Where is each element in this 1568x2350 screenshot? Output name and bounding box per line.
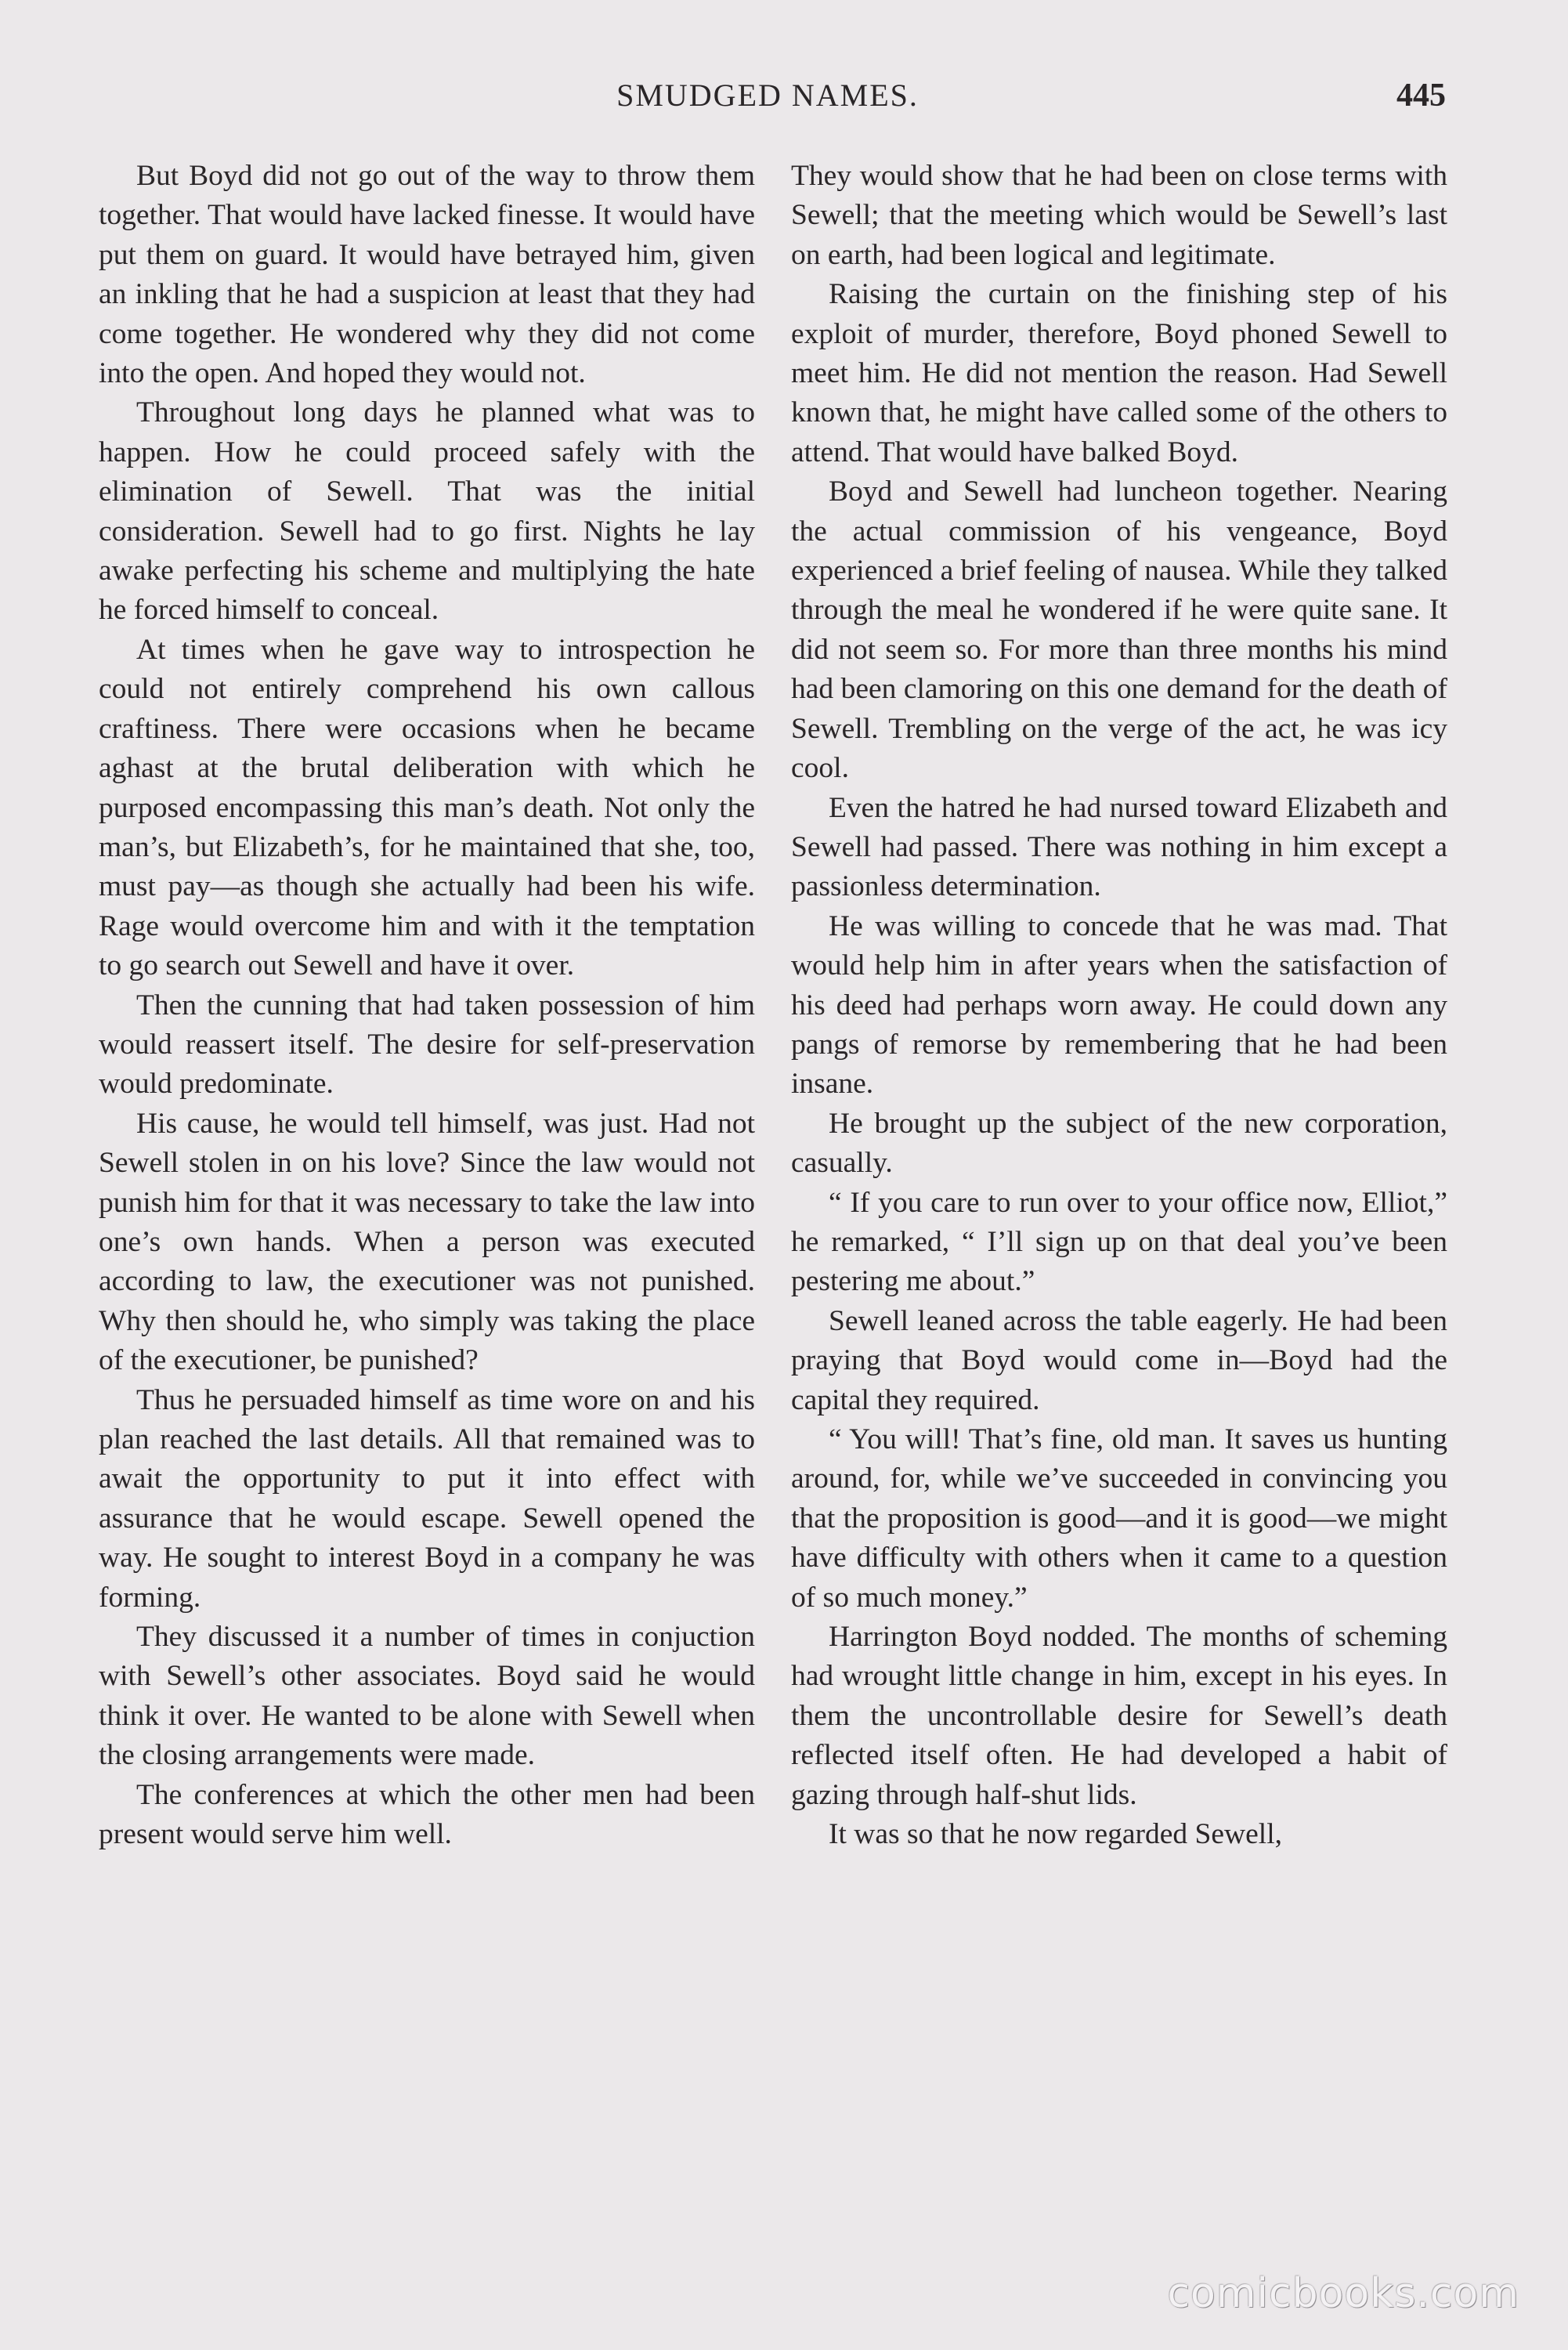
paragraph: His cause, he would tell himself, was just. Had not Sewell stolen in on his love? Since the law would not punish him for that it was necessary to take the law into one’s own hands. When a person was executed according to law, the executioner was not punished. Why then should he, who simply was taking the place of the executioner, be punished?	[99, 1107, 755, 1377]
running-head	[0, 77, 1568, 124]
paragraph: It was so that he now regarded Sewell,	[829, 1818, 1282, 1851]
paragraph: At times when he gave way to introspection he could not entirely comprehend his own callous craftiness. There were occasions when he became aghast at the brutal deliberation with which he purposed encompassing this man’s death. Not only the man’s, but Elizabeth’s, for he maintained that she, too, must pay—as though she actually had been his wife. Rage would overcome him and with it the temptation to go search out Sewell and have it over.	[99, 633, 755, 982]
paragraph: They discussed it a number of times in conjuction with Sewell’s other associates. Boyd said he would think it over. He wanted to be alone with Sewell when the closing arrangements were made.	[99, 1621, 755, 1772]
paragraph: Even the hatred he had nursed toward Elizabeth and Sewell had passed. There was nothing in him except a passionless determination.	[791, 791, 1447, 903]
paragraph: “ You will! That’s fine, old man. It saves us hunting around, for, while we’ve succeeded in convincing you that the proposition is good—and it is good—we might have difficulty with others when it came to a question of so much money.”	[791, 1423, 1447, 1614]
watermark: comicbooks.com	[1167, 2270, 1519, 2317]
paragraph: But Boyd did not go out of the way to throw them together. That would have lacked finesse. It would have put them on guard. It would have betrayed him, given an inkling that he had a suspicion at least that they had come together. He wondered why they did not come into the open. And hoped they would not.	[99, 160, 755, 390]
paragraph: Throughout long days he planned what was to happen. How he could proceed safely with the elimination of Sewell. That was the initial consideration. Sewell had to go first. Nights he lay awake perfecting his scheme and multiplying the hate he forced himself to conceal.	[99, 396, 755, 627]
paragraph: Boyd and Sewell had luncheon together. Nearing the actual commission of his vengeance, Boyd experienced a brief feeling of nausea. While they talked through the meal he wondered if he were quite sane. It did not seem so. For more than three months his mind had been clamoring on this one demand for the death of Sewell. Trembling on the verge of the act, he was icy cool.	[791, 475, 1447, 785]
right-column	[791, 157, 1447, 1854]
running-title: SMUDGED NAMES.	[616, 78, 919, 113]
page-number: 445	[1396, 78, 1446, 114]
paragraph: He brought up the subject of the new corporation, casually.	[791, 1107, 1447, 1180]
paragraph: Harrington Boyd nodded. The months of scheming had wrought little change in him, except in his eyes. In them the uncontrollable desire for Sewell’s death reflected itself often. He had developed a habit of gazing through half-shut lids.	[791, 1621, 1447, 1811]
paragraph: He was willing to concede that he was mad. That would help him in after years when the satisfaction of his deed had perhaps worn away. He could down any pangs of remorse by remembering that he had been insane.	[791, 909, 1447, 1101]
paragraph: Sewell leaned across the table eagerly. He had been praying that Boyd would come in—Boyd had the capital they required.	[791, 1304, 1447, 1416]
paragraph: Thus he persuaded himself as time wore on and his plan reached the last details. All that remained was to await the opportunity to put it into effect with assurance that he would escape. Sewell opened the way. He sought to interest Boyd in a company he was forming.	[99, 1383, 755, 1614]
left-column	[99, 157, 755, 1854]
paragraph: Raising the curtain on the finishing step of his exploit of murder, therefore, Boyd phoned Sewell to meet him. He did not mention the reason. Had Sewell known that, he might have called some of the others to attend. That would have balked Boyd.	[791, 278, 1447, 468]
paragraph: Then the cunning that had taken possession of him would reassert itself. The desire for self-preservation would predominate.	[99, 989, 755, 1101]
paragraph: “ If you care to run over to your office now, Elliot,” he remarked, “ I’ll sign up on that deal you’ve been pestering me about.”	[791, 1186, 1447, 1298]
paragraph-continuation: They would show that he had been on close terms with Sewell; that the meeting which would be Sewell’s last on earth, had been logical and legitimate.	[791, 160, 1447, 271]
paragraph: The conferences at which the other men had been present would serve him well.	[99, 1778, 755, 1851]
